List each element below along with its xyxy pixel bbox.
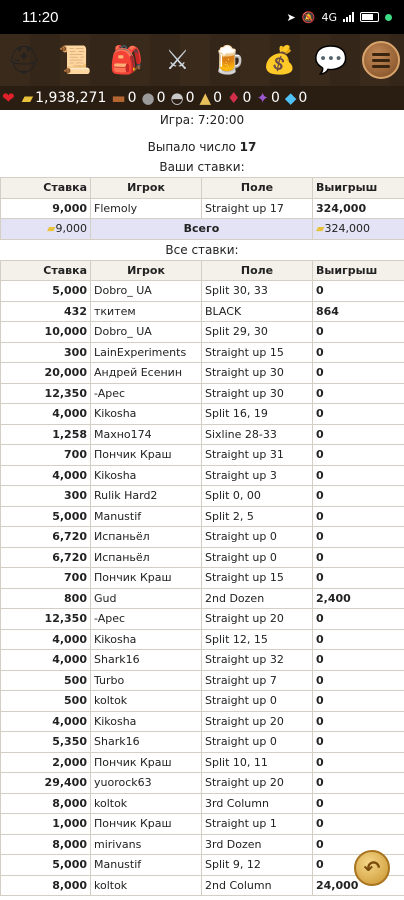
bet-field: Split 30, 33: [202, 281, 313, 302]
player-name: Shark16: [91, 650, 202, 671]
resource-health: [2, 89, 17, 107]
player-name: LainExperiments: [91, 342, 202, 363]
total-win: 324,000: [324, 222, 370, 236]
bet-amount: 6,720: [1, 547, 91, 568]
player-name: Manustif: [91, 855, 202, 876]
bet-field: BLACK: [202, 301, 313, 322]
player-name: Пончик Краш: [91, 568, 202, 589]
win-amount: 324,000: [313, 198, 404, 219]
iron-amount: 0: [185, 90, 195, 106]
table-row: [1, 506, 404, 527]
win-amount: 0: [313, 383, 404, 404]
table-row: [1, 568, 404, 589]
bet-field: Split 12, 15: [202, 629, 313, 650]
win-amount: 0: [313, 752, 404, 773]
resource-iron: [171, 89, 195, 107]
all-bets-rows: [1, 281, 404, 896]
resource-gold: [22, 89, 107, 107]
heart-icon: ❤: [2, 89, 15, 107]
player-name: Dobro_ UA: [91, 322, 202, 343]
bet-amount: 500: [1, 670, 91, 691]
ruby-amount: 0: [242, 90, 252, 106]
bet-field: Straight up 20: [202, 711, 313, 732]
win-amount: 0: [313, 281, 404, 302]
bet-field: Straight up 1: [202, 814, 313, 835]
table-row: [1, 793, 404, 814]
header-field: Поле: [202, 178, 313, 199]
win-amount: 0: [313, 404, 404, 425]
bet-field: Split 9, 12: [202, 855, 313, 876]
table-row: [1, 732, 404, 753]
diamond-icon: ◆: [284, 89, 297, 107]
win-amount: 0: [313, 342, 404, 363]
nav-chat-button[interactable]: [311, 39, 351, 81]
wood-amount: 0: [127, 90, 137, 106]
return-arrow-icon: ↶: [363, 856, 381, 880]
table-row: [1, 445, 404, 466]
win-amount: 0: [313, 711, 404, 732]
total-row: [1, 219, 404, 240]
bet-field: Straight up 15: [202, 342, 313, 363]
backpack-icon: 🎒: [109, 44, 144, 76]
bet-field: Sixline 28-33: [202, 424, 313, 445]
player-name: Turbo: [91, 670, 202, 691]
resource-diamond: [285, 89, 307, 107]
bet-amount: 10,000: [1, 322, 91, 343]
bet-field: Split 29, 30: [202, 322, 313, 343]
bet-field: Straight up 32: [202, 650, 313, 671]
dropped-label: Выпало число: [147, 140, 236, 154]
table-row: [1, 527, 404, 548]
nav-inventory-button[interactable]: [106, 39, 146, 81]
bet-amount: 4,000: [1, 629, 91, 650]
all-bets-header: [1, 260, 404, 281]
iron-icon: ◓: [170, 89, 184, 107]
win-amount: 0: [313, 568, 404, 589]
win-amount: 0: [313, 465, 404, 486]
helmet-icon: ⛑: [6, 44, 42, 76]
tavern-icon: 🍺: [211, 44, 246, 76]
win-amount: 0: [313, 547, 404, 568]
win-amount: 0: [313, 486, 404, 507]
player-name: mirivans: [91, 834, 202, 855]
your-bets-table: [0, 177, 404, 240]
table-row: [1, 691, 404, 712]
bet-amount: 12,350: [1, 609, 91, 630]
win-amount: 0: [313, 793, 404, 814]
bet-amount: 700: [1, 568, 91, 589]
table-row: [1, 773, 404, 794]
nav-tavern-button[interactable]: [209, 39, 249, 81]
gems-amount: 0: [270, 90, 280, 106]
bet-amount: 6,720: [1, 527, 91, 548]
sand-icon: ▲: [199, 89, 212, 107]
quest-scroll-icon: 📜: [58, 44, 92, 76]
location-icon: ➤: [286, 10, 296, 24]
win-amount: 0: [313, 732, 404, 753]
roulette-coins-icon: 💰: [262, 44, 297, 76]
status-bar: [0, 0, 404, 34]
player-name: Пончик Краш: [91, 752, 202, 773]
back-button[interactable]: [354, 850, 390, 886]
player-name: -Apec: [91, 609, 202, 630]
table-row: [1, 486, 404, 507]
win-amount: 0: [313, 691, 404, 712]
gold-bars-icon: ▰: [47, 222, 56, 236]
table-row: [1, 855, 404, 876]
network-type: 4G: [321, 10, 337, 24]
ruby-icon: ♦: [227, 89, 241, 107]
win-amount: 0: [313, 814, 404, 835]
table-row: [1, 609, 404, 630]
bet-field: Straight up 7: [202, 670, 313, 691]
bet-amount: 4,000: [1, 711, 91, 732]
table-row: [1, 322, 404, 343]
table-row: [1, 281, 404, 302]
bet-amount: 8,000: [1, 793, 91, 814]
table-row: [1, 301, 404, 322]
win-amount: 0: [313, 363, 404, 384]
bet-field: Split 16, 19: [202, 404, 313, 425]
bet-amount: 2,000: [1, 752, 91, 773]
bet-amount: 300: [1, 342, 91, 363]
table-row: [1, 650, 404, 671]
player-name: Dobro_ UA: [91, 281, 202, 302]
table-row: [1, 711, 404, 732]
nav-quests-button[interactable]: [55, 39, 95, 81]
table-row: [1, 752, 404, 773]
win-amount: 0: [313, 424, 404, 445]
bet-amount: 4,000: [1, 650, 91, 671]
bet-field: Straight up 0: [202, 527, 313, 548]
bet-amount: 500: [1, 691, 91, 712]
total-win-cell: [313, 219, 404, 240]
bet-amount: 20,000: [1, 363, 91, 384]
win-amount: 0: [313, 834, 404, 855]
player-name: Gud: [91, 588, 202, 609]
stone-icon: ●: [141, 89, 155, 107]
chat-bubbles-icon: 💬: [314, 44, 348, 76]
bet-amount: 5,350: [1, 732, 91, 753]
win-amount: 0: [313, 609, 404, 630]
bet-field: Straight up 20: [202, 773, 313, 794]
resource-ruby: [227, 89, 251, 107]
player-name: Kikosha: [91, 629, 202, 650]
player-name: Manustif: [91, 506, 202, 527]
game-time: Игра: 7:20:00: [159, 113, 245, 127]
win-amount: 24,000: [313, 875, 404, 896]
indicator-dot: [385, 14, 392, 21]
bet-field: Straight up 30: [202, 383, 313, 404]
table-row: [1, 342, 404, 363]
bet-amount: 800: [1, 588, 91, 609]
bet-field: Split 2, 5: [202, 506, 313, 527]
total-label: Всего: [91, 219, 313, 240]
bet-field: Straight up 31: [202, 445, 313, 466]
table-row: [1, 834, 404, 855]
player-name: -Apec: [91, 383, 202, 404]
player-name: Пончик Краш: [91, 445, 202, 466]
bet-amount: 300: [1, 486, 91, 507]
table-row: [1, 424, 404, 445]
sand-amount: 0: [213, 90, 222, 106]
resource-bar: [0, 86, 404, 110]
bet-amount: 432: [1, 301, 91, 322]
player-name: koltok: [91, 793, 202, 814]
player-name: Пончик Краш: [91, 814, 202, 835]
win-amount: 0: [313, 506, 404, 527]
win-amount: 0: [313, 629, 404, 650]
gems-icon: ✦: [256, 89, 269, 107]
table-row: [1, 547, 404, 568]
header-field: Поле: [202, 260, 313, 281]
bet-amount: 5,000: [1, 855, 91, 876]
win-amount: 0: [313, 670, 404, 691]
player-name: Shark16: [91, 732, 202, 753]
win-amount: 0: [313, 773, 404, 794]
bet-field: Split 10, 11: [202, 752, 313, 773]
nav-battle-button[interactable]: [157, 39, 197, 81]
table-row: [1, 875, 404, 896]
bet-field: Straight up 0: [202, 691, 313, 712]
status-icons: [287, 11, 392, 24]
player-name: Махно174: [91, 424, 202, 445]
all-bets-table: [0, 260, 404, 897]
roulette-results: [0, 110, 404, 896]
game-nav-bar: [0, 34, 404, 86]
gold-amount: 1,938,271: [35, 90, 107, 106]
win-amount: 0: [313, 445, 404, 466]
player-name: Kikosha: [91, 465, 202, 486]
table-row: [1, 670, 404, 691]
win-amount: 0: [313, 855, 404, 876]
bet-amount: 1,258: [1, 424, 91, 445]
bet-amount: 8,000: [1, 834, 91, 855]
bet-field: Straight up 20: [202, 609, 313, 630]
win-amount: 0: [313, 322, 404, 343]
your-bets-header: [1, 178, 404, 199]
player-name: Kikosha: [91, 404, 202, 425]
header-win: Выигрыш: [313, 178, 404, 199]
bet-amount: 8,000: [1, 875, 91, 896]
gold-bars-icon: ▰: [21, 89, 34, 107]
crossed-swords-icon: ⚔: [165, 44, 190, 76]
player-name: koltok: [91, 875, 202, 896]
bet-field: Straight up 0: [202, 732, 313, 753]
header-win: Выигрыш: [313, 260, 404, 281]
bet-amount: 1,000: [1, 814, 91, 835]
table-row: [1, 588, 404, 609]
bet-field: 3rd Column: [202, 793, 313, 814]
bet-amount: 4,000: [1, 465, 91, 486]
table-row: [1, 363, 404, 384]
bet-amount: 12,350: [1, 383, 91, 404]
diamond-amount: 0: [298, 90, 308, 106]
bet-amount: 5,000: [1, 506, 91, 527]
mute-icon: 🔕: [301, 10, 316, 24]
player-name: Андрей Есенин: [91, 363, 202, 384]
win-amount: 2,400: [313, 588, 404, 609]
win-amount: 864: [313, 301, 404, 322]
bet-amount: 700: [1, 445, 91, 466]
bet-amount: 5,000: [1, 281, 91, 302]
header-player: Игрок: [91, 178, 202, 199]
wood-icon: ▬: [111, 89, 126, 107]
bet-field: 3rd Dozen: [202, 834, 313, 855]
win-amount: 0: [313, 650, 404, 671]
player-name: Испаньёл: [91, 527, 202, 548]
bet-amount: 29,400: [1, 773, 91, 794]
bet-field: Straight up 30: [202, 363, 313, 384]
total-bet: 9,000: [55, 222, 87, 236]
table-row: [1, 383, 404, 404]
win-amount: 0: [313, 527, 404, 548]
bet-field: 2nd Dozen: [202, 588, 313, 609]
resource-sand: [200, 89, 222, 107]
player-name: koltok: [91, 691, 202, 712]
table-row: [1, 465, 404, 486]
table-row: [1, 814, 404, 835]
header-bet: Ставка: [1, 178, 91, 199]
player-name: yuorock63: [91, 773, 202, 794]
signal-icon: [343, 12, 354, 22]
bet-amount: 4,000: [1, 404, 91, 425]
gold-bars-icon: ▰: [316, 222, 325, 236]
battery-icon: [360, 12, 379, 22]
main-menu-button[interactable]: [362, 41, 400, 79]
dropped-number: 17: [239, 140, 257, 154]
header-player: Игрок: [91, 260, 202, 281]
bet-field: 2nd Column: [202, 875, 313, 896]
nav-helmet-button[interactable]: [4, 39, 44, 81]
your-bets-title: Ваши ставки:: [159, 160, 245, 174]
table-row: [1, 629, 404, 650]
total-bet-cell: [1, 219, 91, 240]
your-bet-row: [1, 198, 404, 219]
clock: 11:20: [22, 8, 59, 26]
bet-amount: 9,000: [1, 198, 91, 219]
player-name: Испаньёл: [91, 547, 202, 568]
dropped-number-line: [0, 137, 404, 157]
player-name: Rulik Hard2: [91, 486, 202, 507]
bet-field: Straight up 15: [202, 568, 313, 589]
player-name: Flemoly: [91, 198, 202, 219]
nav-casino-button[interactable]: [260, 39, 300, 81]
bet-field: Straight up 0: [202, 547, 313, 568]
bet-field: Split 0, 00: [202, 486, 313, 507]
resource-stone: [142, 89, 166, 107]
header-bet: Ставка: [1, 260, 91, 281]
player-name: ткитем: [91, 301, 202, 322]
bet-field: Straight up 17: [202, 198, 313, 219]
table-row: [1, 404, 404, 425]
resource-gems: [256, 89, 280, 107]
resource-wood: [111, 89, 136, 107]
all-bets-title: Все ставки:: [165, 242, 239, 257]
stone-amount: 0: [156, 90, 166, 106]
bet-field: Straight up 3: [202, 465, 313, 486]
player-name: Kikosha: [91, 711, 202, 732]
